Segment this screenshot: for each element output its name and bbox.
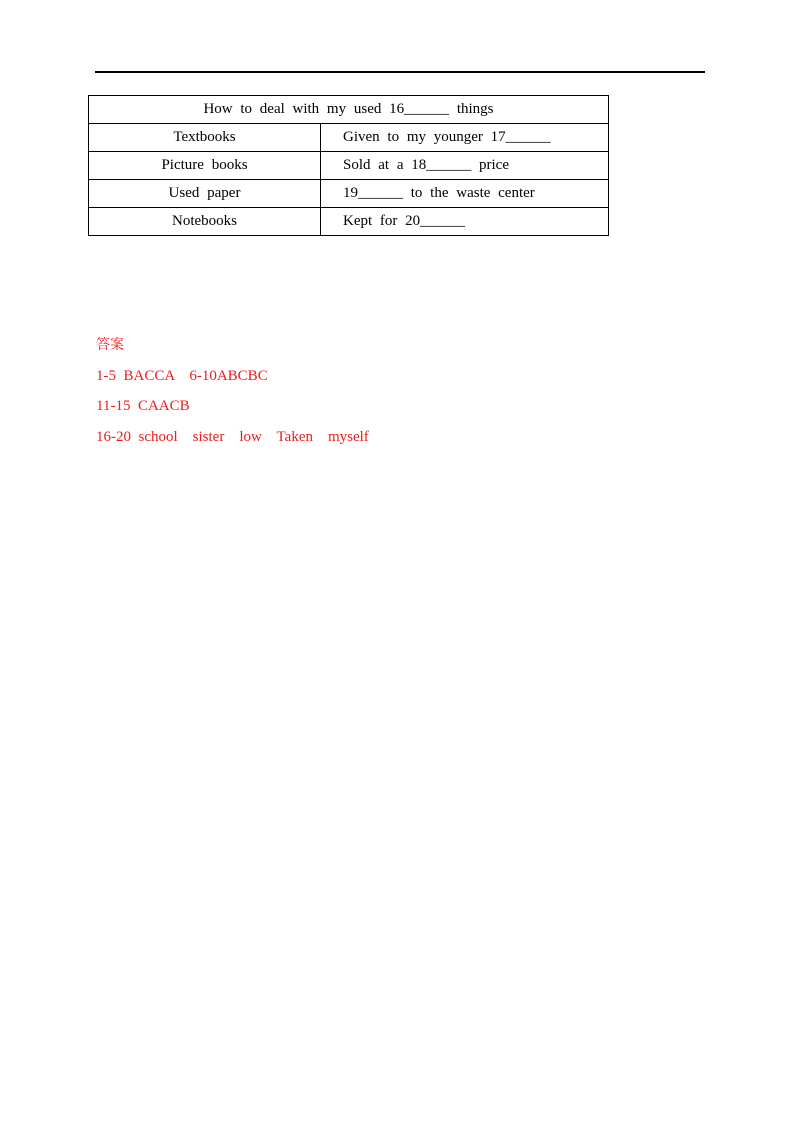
table-cell-detail: 19______ to the waste center	[321, 180, 609, 208]
answer-line: 11-15 CAACB	[96, 398, 190, 414]
table-row	[89, 152, 609, 180]
answer-line: 1-5 BACCA 6-10ABCBC	[96, 367, 268, 384]
table-cell-item: Used paper	[89, 180, 321, 208]
table-cell-detail: Sold at a 18______ price	[321, 152, 609, 180]
table-row	[89, 180, 609, 208]
answer-heading: 答案	[96, 337, 124, 353]
header-rule	[95, 71, 705, 73]
table-title-row	[89, 96, 609, 124]
table-cell-item: Notebooks	[89, 208, 321, 236]
table-cell-detail: Kept for 20______	[321, 208, 609, 236]
table-title: How to deal with my used 16______ things	[89, 96, 609, 124]
used-things-table	[88, 95, 609, 236]
table-cell-item: Picture books	[89, 152, 321, 180]
table-row	[89, 208, 609, 236]
answer-key	[96, 330, 369, 452]
answer-line: 16-20 school sister low Taken myself	[96, 428, 369, 445]
table-cell-detail: Given to my younger 17______	[321, 124, 609, 152]
table-row	[89, 124, 609, 152]
table-cell-item: Textbooks	[89, 124, 321, 152]
